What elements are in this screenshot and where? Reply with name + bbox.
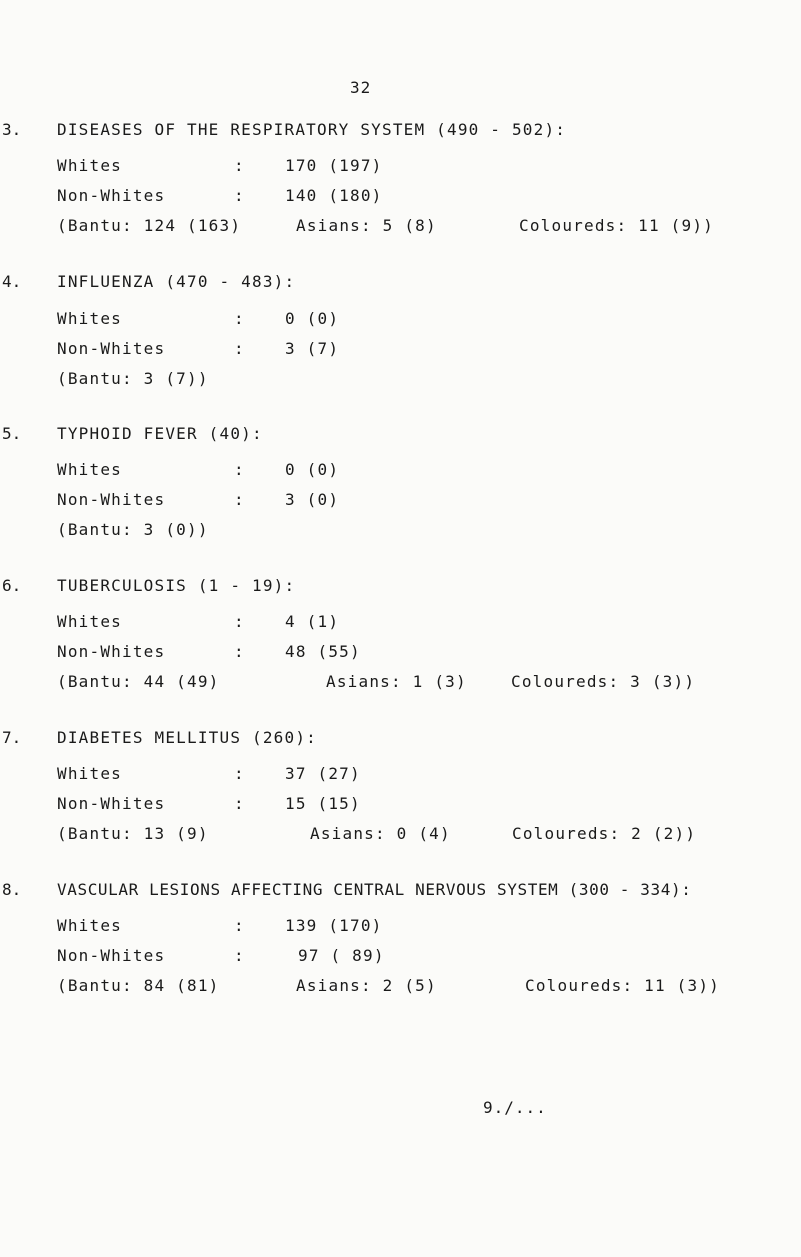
page-number: 32 xyxy=(350,78,372,97)
whites-label: Whites xyxy=(57,916,122,935)
whites-label: Whites xyxy=(57,156,122,175)
colon: : xyxy=(234,186,245,205)
asians-value: Asians: 5 (8) xyxy=(296,216,437,235)
coloureds-value: Coloureds: 11 (3)) xyxy=(525,976,720,995)
colon: : xyxy=(234,490,245,509)
bantu-value: (Bantu: 84 (81) xyxy=(57,976,220,995)
nonwhites-value: 140 (180) xyxy=(285,186,383,205)
section-number: 6. xyxy=(2,576,22,595)
colon: : xyxy=(234,642,245,661)
nonwhites-label: Non-Whites xyxy=(57,339,166,358)
colon: : xyxy=(234,764,245,783)
whites-label: Whites xyxy=(57,309,122,328)
section-number: 8. xyxy=(2,880,22,899)
section-title: DIABETES MELLITUS (260): xyxy=(57,728,317,747)
section-title: TUBERCULOSIS (1 - 19): xyxy=(57,576,296,595)
whites-label: Whites xyxy=(57,460,122,479)
asians-value: Asians: 2 (5) xyxy=(296,976,437,995)
whites-value: 139 (170) xyxy=(285,916,383,935)
section-number: 4. xyxy=(2,272,22,291)
colon: : xyxy=(234,612,245,631)
bantu-value: (Bantu: 3 (7)) xyxy=(57,369,209,388)
section-title: VASCULAR LESIONS AFFECTING CENTRAL NERVOUS SYSTEM (300 - 334): xyxy=(57,880,692,899)
section-number: 7. xyxy=(2,728,22,747)
whites-value: 0 (0) xyxy=(285,309,340,328)
nonwhites-value: 3 (7) xyxy=(285,339,340,358)
whites-value: 37 (27) xyxy=(285,764,361,783)
bantu-value: (Bantu: 124 (163) xyxy=(57,216,242,235)
nonwhites-value: 3 (0) xyxy=(285,490,340,509)
section-number: 3. xyxy=(2,120,22,139)
bantu-value: (Bantu: 44 (49) xyxy=(57,672,220,691)
nonwhites-label: Non-Whites xyxy=(57,794,166,813)
section-number: 5. xyxy=(2,424,22,443)
nonwhites-value: 97 ( 89) xyxy=(298,946,385,965)
whites-value: 170 (197) xyxy=(285,156,383,175)
nonwhites-label: Non-Whites xyxy=(57,642,166,661)
colon: : xyxy=(234,156,245,175)
asians-value: Asians: 1 (3) xyxy=(326,672,467,691)
colon: : xyxy=(234,916,245,935)
colon: : xyxy=(234,339,245,358)
colon: : xyxy=(234,460,245,479)
nonwhites-label: Non-Whites xyxy=(57,490,166,509)
colon: : xyxy=(234,309,245,328)
coloureds-value: Coloureds: 3 (3)) xyxy=(511,672,696,691)
bantu-value: (Bantu: 13 (9) xyxy=(57,824,209,843)
whites-label: Whites xyxy=(57,612,122,631)
nonwhites-label: Non-Whites xyxy=(57,186,166,205)
whites-value: 0 (0) xyxy=(285,460,340,479)
nonwhites-value: 15 (15) xyxy=(285,794,361,813)
section-title: DISEASES OF THE RESPIRATORY SYSTEM (490 - 502): xyxy=(57,120,567,139)
section-title: TYPHOID FEVER (40): xyxy=(57,424,263,443)
bantu-value: (Bantu: 3 (0)) xyxy=(57,520,209,539)
coloureds-value: Coloureds: 2 (2)) xyxy=(512,824,697,843)
asians-value: Asians: 0 (4) xyxy=(310,824,451,843)
whites-value: 4 (1) xyxy=(285,612,340,631)
whites-label: Whites xyxy=(57,764,122,783)
colon: : xyxy=(234,946,245,965)
nonwhites-value: 48 (55) xyxy=(285,642,361,661)
nonwhites-label: Non-Whites xyxy=(57,946,166,965)
coloureds-value: Coloureds: 11 (9)) xyxy=(519,216,714,235)
colon: : xyxy=(234,794,245,813)
page-footer-continuation: 9./... xyxy=(483,1098,547,1117)
section-title: INFLUENZA (470 - 483): xyxy=(57,272,296,291)
